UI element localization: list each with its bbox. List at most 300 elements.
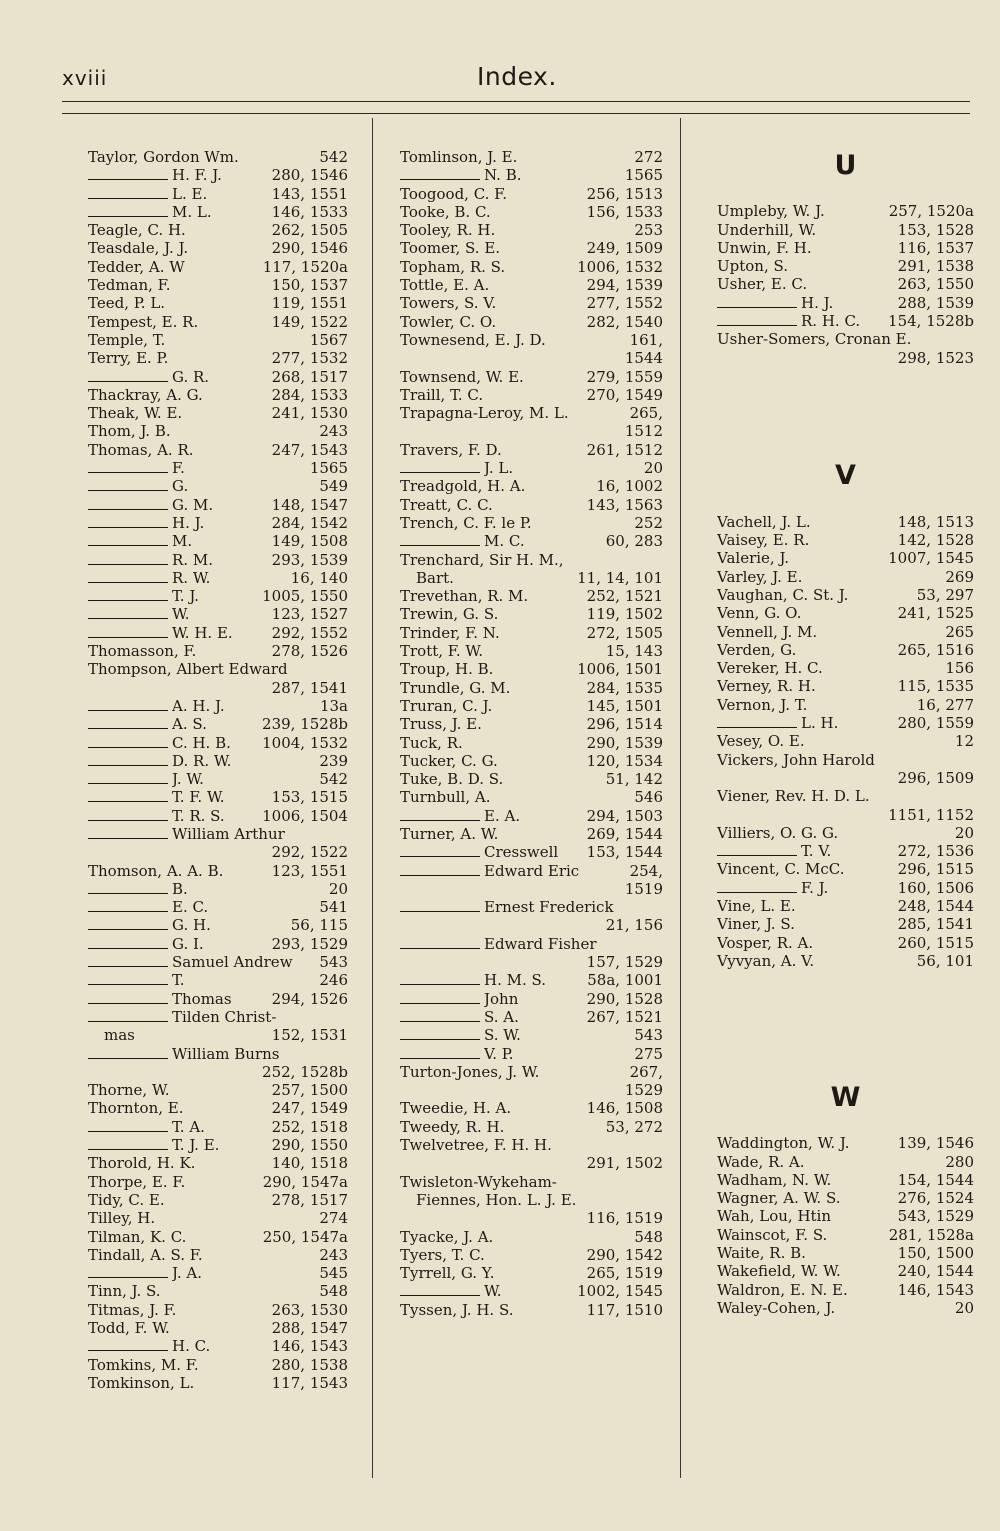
entry-name: William Arthur <box>172 824 285 843</box>
index-entry <box>400 551 663 569</box>
index-entry <box>717 677 974 695</box>
entry-pages: 257, 1500 <box>271 1081 348 1100</box>
index-entry <box>88 368 348 386</box>
ditto-dash <box>88 838 168 839</box>
entry-name: Waite, R. B. <box>717 1244 806 1263</box>
ditto-dash <box>88 545 168 546</box>
index-entry <box>88 697 348 715</box>
entry-pages: 252, 1518 <box>271 1117 348 1136</box>
entry-name-wrap <box>88 166 222 184</box>
entry-pages: 1567 <box>309 330 348 349</box>
index-entry <box>400 752 663 770</box>
entry-name: Tuck, R. <box>400 733 463 752</box>
index-entry <box>400 1136 663 1154</box>
ditto-dash <box>717 325 797 326</box>
ditto-dash <box>88 1131 168 1132</box>
index-entry <box>88 1081 348 1099</box>
entry-name-wrap <box>88 514 204 532</box>
index-entry <box>400 1246 663 1264</box>
index-entry <box>717 641 974 659</box>
ditto-dash <box>88 893 168 894</box>
entry-name-wrap <box>400 166 522 184</box>
entry-name: Waley-Cohen, J. <box>717 1298 836 1317</box>
entry-pages: 280 <box>945 1152 974 1171</box>
entry-pages: 247, 1543 <box>271 440 348 459</box>
entry-pages: 272 <box>634 148 663 166</box>
entry-name-wrap <box>88 1337 210 1355</box>
entry-name: Verney, R. H. <box>717 677 816 696</box>
entry-pages: 274 <box>319 1209 348 1228</box>
entry-page-continuation: 1519 <box>624 879 663 898</box>
ditto-dash <box>400 179 480 180</box>
ditto-dash <box>88 490 168 491</box>
entry-name: Edward Fisher <box>484 934 597 953</box>
index-entry <box>88 1209 348 1227</box>
ditto-dash <box>88 582 168 583</box>
entry-name: Vesey, O. E. <box>717 732 805 751</box>
entry-name: Vennell, J. M. <box>717 622 818 641</box>
index-entry <box>717 257 974 275</box>
entry-pages: 543 <box>634 1026 663 1045</box>
entry-name: Tilley, H. <box>88 1209 156 1228</box>
ditto-dash <box>88 728 168 729</box>
entry-pages: 119, 1551 <box>271 294 348 313</box>
index-entry <box>88 825 348 843</box>
index-entry <box>717 513 974 531</box>
entry-name-wrap <box>88 788 225 806</box>
entry-pages: 146, 1508 <box>586 1099 663 1118</box>
entry-name: Wakefield, W. W. <box>717 1262 841 1281</box>
index-entry <box>400 1118 663 1136</box>
entry-name: Thornton, E. <box>88 1099 184 1118</box>
ditto-dash <box>88 216 168 217</box>
entry-name-wrap <box>88 898 208 916</box>
ditto-dash <box>88 801 168 802</box>
entry-name: Tedder, A. W <box>88 257 185 276</box>
entry-name: Trott, F. W. <box>400 642 483 661</box>
entry-name: Trinder, F. N. <box>400 623 500 642</box>
entry-name: Wainscot, F. S. <box>717 1225 828 1244</box>
entry-pages: 281, 1528a <box>888 1225 974 1244</box>
entry-page-continuation: 21, 156 <box>605 916 663 935</box>
index-entry <box>717 915 974 933</box>
index-entry <box>717 604 974 622</box>
entry-name-wrap <box>717 842 831 860</box>
header-rule-top <box>62 101 970 102</box>
entry-pages: 143, 1563 <box>586 495 663 514</box>
entry-name: Temple, T. <box>88 330 166 349</box>
entry-name: Thackray, A. G. <box>88 385 203 404</box>
entry-pages: 13a <box>319 696 348 715</box>
index-entry <box>400 1045 663 1063</box>
entry-pages: 12 <box>954 732 974 751</box>
entry-name-wrap <box>400 898 614 916</box>
index-entry <box>88 496 348 514</box>
entry-pages: 148, 1513 <box>897 512 974 531</box>
entry-name: Teed, P. L. <box>88 294 166 313</box>
index-entry <box>88 953 348 971</box>
entry-pages: 116, 1537 <box>897 238 974 257</box>
entry-pages: 542 <box>319 148 348 166</box>
entry-name: Tomkinson, L. <box>88 1373 195 1392</box>
entry-pages: 11, 14, 101 <box>577 568 663 587</box>
ditto-dash <box>400 1058 480 1059</box>
entry-pages: 270, 1549 <box>586 385 663 404</box>
ditto-dash <box>400 1039 480 1040</box>
entry-pages: 156, 1533 <box>586 202 663 221</box>
entry-name-wrap <box>88 990 232 1008</box>
entry-name-wrap <box>88 1008 276 1026</box>
index-entry <box>88 386 348 404</box>
entry-name-wrap <box>88 551 213 569</box>
entry-pages: 148, 1547 <box>271 495 348 514</box>
entry-name-wrap <box>88 971 185 989</box>
entry-name: Tottle, E. A. <box>400 276 490 295</box>
entry-name: Tomkins, M. F. <box>88 1355 199 1374</box>
entry-pages: 250, 1547a <box>262 1227 348 1246</box>
index-entry <box>400 1264 663 1282</box>
entry-pages: 142, 1528 <box>897 531 974 550</box>
index-entry <box>88 185 348 203</box>
ditto-dash <box>88 948 168 949</box>
entry-name-wrap <box>88 587 199 605</box>
entry-name: Topham, R. S. <box>400 257 506 276</box>
index-entry <box>88 239 348 257</box>
entry-name: Tooke, B. C. <box>400 202 491 221</box>
entry-name: Waddington, W. J. <box>717 1134 850 1153</box>
entry-name: Vachell, J. L. <box>717 512 811 531</box>
index-entry <box>88 1337 348 1355</box>
entry-name: Viner, J. S. <box>717 915 795 934</box>
entry-pages: 263, 1550 <box>897 275 974 294</box>
entry-name: Venn, G. O. <box>717 604 802 623</box>
entry-name: Vine, L. E. <box>717 897 796 915</box>
index-entry <box>400 788 663 806</box>
ditto-dash <box>400 545 480 546</box>
entry-name-wrap <box>717 294 833 312</box>
entry-pages: 120, 1534 <box>586 751 663 770</box>
entry-name: Thorne, W. <box>88 1081 170 1100</box>
page-folio: xviii <box>62 66 108 90</box>
index-entry <box>400 697 663 715</box>
entry-pages: 285, 1541 <box>897 915 974 934</box>
entry-name: Trevethan, R. M. <box>400 587 529 606</box>
index-entry <box>717 751 974 769</box>
entry-name: Tooley, R. H. <box>400 221 496 240</box>
entry-page-continuation: 1512 <box>624 422 663 441</box>
entry-pages: 265 <box>945 622 974 641</box>
ditto-dash <box>88 1021 168 1022</box>
index-entry <box>88 221 348 239</box>
entry-pages: 294, 1526 <box>271 989 348 1008</box>
entry-name: Vincent, C. McC. <box>717 860 845 879</box>
entry-pages: 149, 1522 <box>271 312 348 331</box>
index-entry <box>88 331 348 349</box>
entry-name: Townesend, E. J. D. <box>400 330 546 349</box>
index-entry <box>88 441 348 459</box>
entry-pages: 279, 1559 <box>586 367 663 386</box>
entry-name-wrap <box>88 715 207 733</box>
ditto-dash <box>88 637 168 638</box>
entry-name: Tucker, C. G. <box>400 751 498 770</box>
index-entry <box>717 714 974 732</box>
ditto-dash <box>88 1003 168 1004</box>
entry-name: Teasdale, J. J. <box>88 239 189 258</box>
entry-pages: 269, 1544 <box>586 824 663 843</box>
entry-name: G. <box>172 477 189 496</box>
index-entry <box>400 1026 663 1044</box>
index-entry <box>717 312 974 330</box>
index-entry <box>88 935 348 953</box>
entry-name: Tindall, A. S. F. <box>88 1245 203 1264</box>
section-gap <box>717 970 974 1080</box>
entry-pages: 280, 1546 <box>271 166 348 185</box>
entry-name: Wade, R. A. <box>717 1152 805 1171</box>
entry-pages: 278, 1526 <box>271 642 348 661</box>
entry-pages: 548 <box>319 1282 348 1301</box>
entry-pages: 239 <box>319 751 348 770</box>
index-entry <box>717 202 974 220</box>
entry-name-wrap <box>88 368 209 386</box>
entry-name: J. L. <box>484 459 514 478</box>
index-entry <box>400 477 663 495</box>
index-entry <box>88 807 348 825</box>
entry-pages: 549 <box>319 477 348 496</box>
index-column-1 <box>88 148 348 1392</box>
entry-pages: 280, 1538 <box>271 1355 348 1374</box>
index-entry <box>88 1319 348 1337</box>
ditto-dash <box>400 984 480 985</box>
section-gap <box>717 494 974 512</box>
entry-name: Tyers, T. C. <box>400 1245 485 1264</box>
entry-name: Thom, J. B. <box>88 422 171 441</box>
entry-name: F. <box>172 459 185 478</box>
index-entry <box>400 587 663 605</box>
index-entry <box>88 459 348 477</box>
entry-name: Trundle, G. M. <box>400 678 511 697</box>
entry-name: Viener, Rev. H. D. L. <box>717 787 870 806</box>
entry-name-wrap <box>88 203 212 221</box>
entry-pages: 280, 1559 <box>897 714 974 733</box>
entry-name: Fiennes, Hon. L. J. E. <box>416 1190 577 1209</box>
entry-name-wrap <box>88 880 188 898</box>
entry-name: Turton-Jones, J. W. <box>400 1062 540 1081</box>
index-entry <box>88 1228 348 1246</box>
index-entry <box>88 734 348 752</box>
index-entry <box>88 898 348 916</box>
ditto-dash <box>400 820 480 821</box>
entry-name-wrap <box>88 752 231 770</box>
entry-pages: 246 <box>319 971 348 990</box>
index-entry <box>400 862 663 880</box>
page-title: Index. <box>477 62 557 91</box>
entry-pages: 153, 1528 <box>897 220 974 239</box>
entry-name: Townsend, W. E. <box>400 367 524 386</box>
entry-pages: 1006, 1504 <box>262 806 348 825</box>
ditto-dash <box>88 710 168 711</box>
index-entry <box>400 642 663 660</box>
ditto-dash <box>400 911 480 912</box>
entry-pages: 296, 1515 <box>897 860 974 879</box>
index-entry <box>717 787 974 805</box>
index-entry <box>400 1173 663 1191</box>
entry-name: T. <box>172 971 185 990</box>
index-entry <box>400 770 663 788</box>
entry-name-wrap <box>88 496 213 514</box>
entry-name-wrap <box>88 532 192 550</box>
entry-pages: 265, 1516 <box>897 640 974 659</box>
entry-name: Tyrrell, G. Y. <box>400 1264 495 1283</box>
index-entry <box>717 623 974 641</box>
entry-name: Trench, C. F. le P. <box>400 513 532 532</box>
index-entry <box>400 1282 663 1300</box>
entry-name: Theak, W. E. <box>88 404 183 423</box>
index-entry <box>400 532 663 550</box>
entry-name: Vaughan, C. St. J. <box>717 585 849 604</box>
entry-pages: 282, 1540 <box>586 312 663 331</box>
entry-name: Thorpe, E. F. <box>88 1172 186 1191</box>
entry-name: J. W. <box>172 770 204 789</box>
index-entry <box>88 916 348 934</box>
index-entry <box>88 349 348 367</box>
entry-page-continuation: 116, 1519 <box>586 1209 663 1228</box>
entry-name: Verden, G. <box>717 640 797 659</box>
entry-pages: 269 <box>945 567 974 586</box>
index-entry <box>400 734 663 752</box>
entry-pages: 284, 1542 <box>271 513 348 532</box>
entry-pages: 294, 1539 <box>586 276 663 295</box>
index-entry <box>717 586 974 604</box>
ditto-dash <box>88 381 168 382</box>
ditto-dash <box>88 509 168 510</box>
index-entry <box>88 1246 348 1264</box>
entry-name-wrap <box>88 1045 280 1063</box>
ditto-dash <box>717 855 797 856</box>
entry-name: Tidy, C. E. <box>88 1190 165 1209</box>
entry-name: T. F. W. <box>172 788 225 807</box>
entry-name: B. <box>172 879 188 898</box>
entry-pages: 146, 1543 <box>897 1280 974 1299</box>
entry-name: Vosper, R. A. <box>717 933 814 952</box>
entry-pages: 20 <box>954 823 974 842</box>
entry-name: E. C. <box>172 898 209 917</box>
index-entry <box>717 1171 974 1189</box>
entry-page-continuation: 252, 1528b <box>262 1062 348 1081</box>
entry-name-wrap <box>88 734 231 752</box>
entry-pages: 260, 1515 <box>897 933 974 952</box>
index-entry <box>717 568 974 586</box>
ditto-dash <box>88 1350 168 1351</box>
column-divider-left <box>372 118 373 1478</box>
index-entry <box>717 1134 974 1152</box>
ditto-dash <box>88 1277 168 1278</box>
index-entry <box>88 404 348 422</box>
entry-name-wrap <box>400 1008 519 1026</box>
section-letter: V <box>835 460 856 492</box>
ditto-dash <box>88 564 168 565</box>
index-entry <box>717 1189 974 1207</box>
index-entry <box>400 368 663 386</box>
entry-pages: 541 <box>319 898 348 917</box>
entry-name: Wadham, N. W. <box>717 1170 832 1189</box>
ditto-dash <box>88 966 168 967</box>
index-entry <box>88 605 348 623</box>
index-entry <box>88 752 348 770</box>
entry-name: Terry, E. P. <box>88 349 169 368</box>
entry-pages: 288, 1547 <box>271 1319 348 1337</box>
entry-pages: 265, 1519 <box>586 1264 663 1283</box>
entry-name: Wagner, A. W. S. <box>717 1189 841 1208</box>
ditto-dash <box>400 1021 480 1022</box>
ditto-dash <box>88 765 168 766</box>
ditto-dash <box>88 747 168 748</box>
index-entry <box>400 239 663 257</box>
entry-name-wrap <box>717 879 828 897</box>
index-column-3 <box>717 148 974 1317</box>
entry-name-wrap <box>717 312 860 330</box>
index-entry <box>717 275 974 293</box>
entry-name-wrap <box>88 185 207 203</box>
entry-name: Tempest, E. R. <box>88 312 199 331</box>
entry-pages: 150, 1537 <box>271 276 348 295</box>
entry-name: Vaisey, E. R. <box>717 531 810 550</box>
entry-name: Tinn, J. S. <box>88 1282 161 1301</box>
index-entry <box>717 239 974 257</box>
section-gap <box>717 184 974 202</box>
index-entry <box>88 1136 348 1154</box>
entry-name-wrap <box>88 477 188 495</box>
index-entry <box>717 934 974 952</box>
entry-pages: 123, 1551 <box>271 861 348 880</box>
index-entry <box>88 166 348 184</box>
entry-pages: 51, 142 <box>605 770 663 789</box>
index-entry <box>400 496 663 514</box>
entry-pages: 247, 1549 <box>271 1099 348 1118</box>
index-entry <box>400 1099 663 1117</box>
index-entry <box>88 1301 348 1319</box>
index-entry <box>400 294 663 312</box>
entry-name: R. W. <box>172 568 211 587</box>
index-entry <box>400 221 663 239</box>
entry-pages: 284, 1535 <box>586 678 663 697</box>
entry-name: Varley, J. E. <box>717 567 803 586</box>
index-entry <box>88 587 348 605</box>
index-entry <box>88 276 348 294</box>
index-entry <box>88 862 348 880</box>
entry-pages: 60, 283 <box>605 532 663 551</box>
entry-name: Tilden Christ- <box>172 1007 277 1026</box>
index-entry <box>88 971 348 989</box>
index-entry <box>400 258 663 276</box>
entry-name: S. A. <box>484 1007 519 1026</box>
entry-name: Taylor, Gordon Wm. <box>88 148 239 166</box>
entry-name: Usher-Somers, Cronan E. <box>717 330 912 349</box>
entry-pages: 56, 101 <box>916 951 974 970</box>
entry-pages: 272, 1536 <box>897 842 974 861</box>
entry-name-wrap <box>88 807 225 825</box>
ditto-dash <box>400 875 480 876</box>
entry-pages: 143, 1551 <box>271 184 348 203</box>
entry-pages: 278, 1517 <box>271 1190 348 1209</box>
entry-pages: 294, 1503 <box>586 806 663 825</box>
index-entry <box>400 605 663 623</box>
entry-pages: 20 <box>643 459 663 478</box>
entry-name-wrap <box>88 569 210 587</box>
entry-name: Trapagna-Leroy, M. L. <box>400 404 569 423</box>
index-entry <box>400 807 663 825</box>
entry-name-wrap <box>88 459 185 477</box>
entry-name-wrap <box>400 862 579 880</box>
